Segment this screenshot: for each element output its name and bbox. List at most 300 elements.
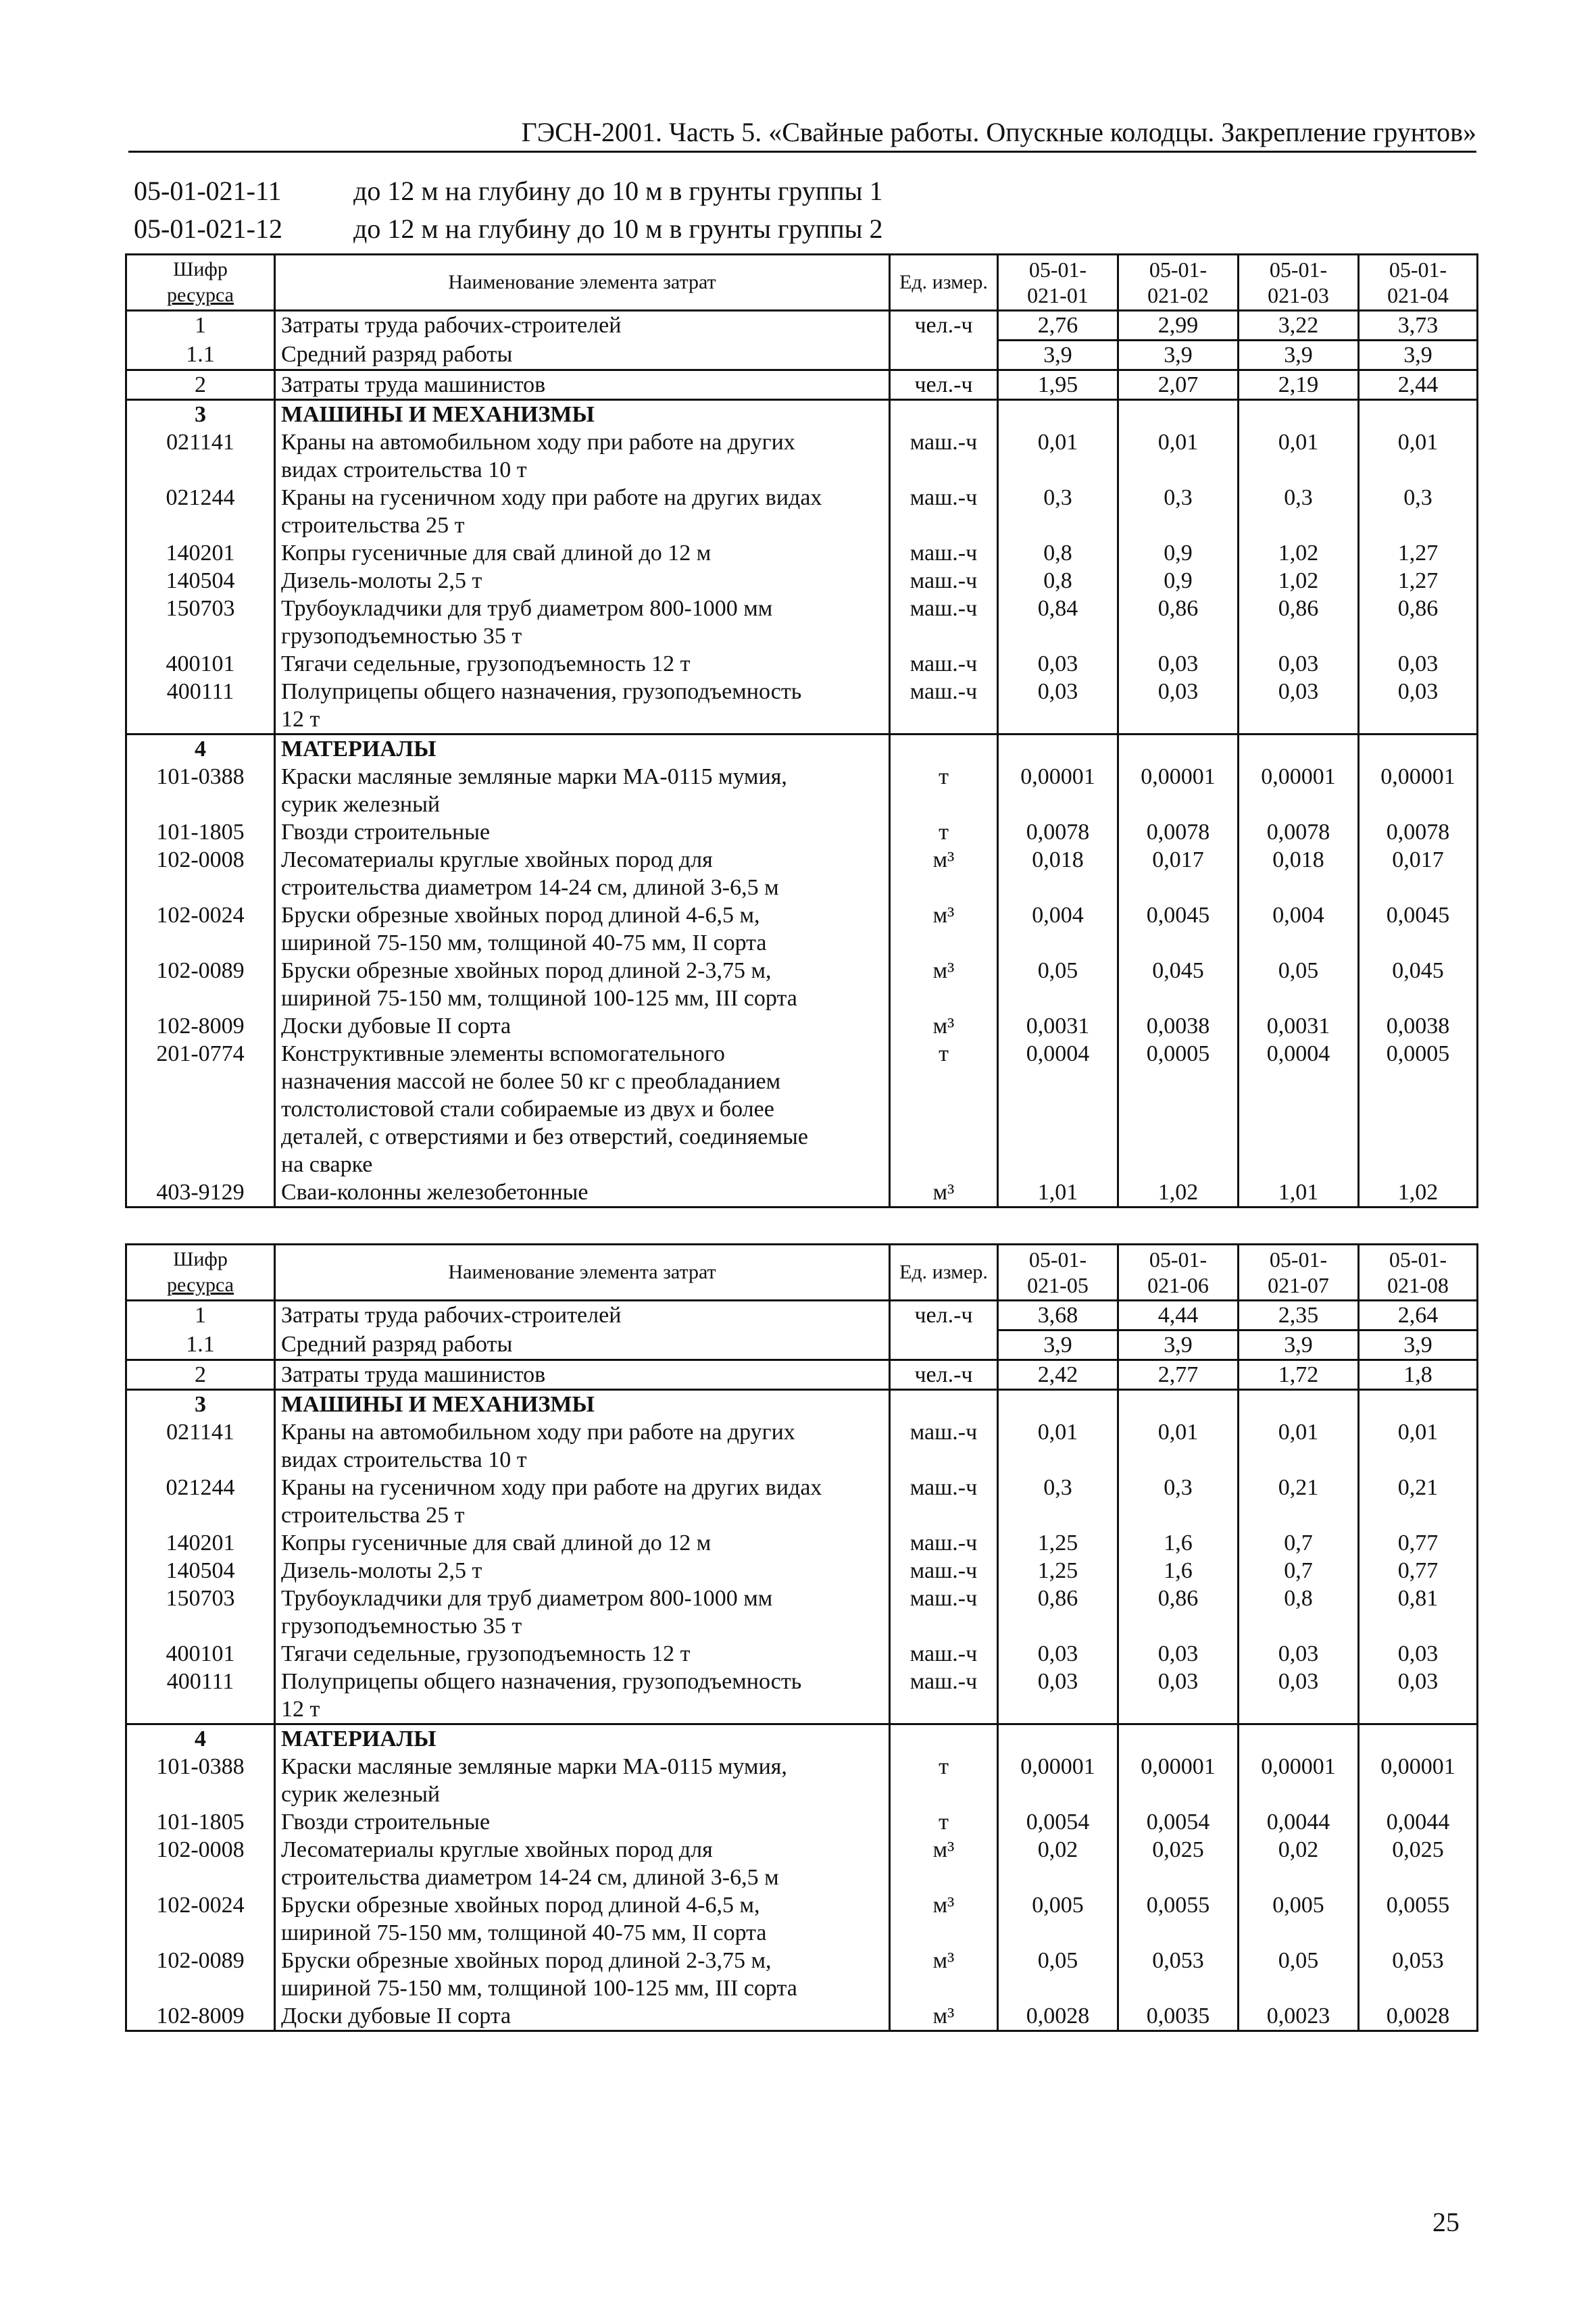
code-description: до 12 м на глубину до 10 м в грунты группы 1 — [353, 176, 883, 206]
resource-code: 102-0024 — [126, 1891, 275, 1947]
value-cell: 0,00001 — [998, 1753, 1118, 1808]
value-cell: 0,01 — [998, 1418, 1118, 1474]
value-cell: 0,3 — [1239, 484, 1359, 539]
table-row — [126, 1724, 1478, 1753]
resource-code: 021141 — [126, 428, 275, 484]
value-cell: 0,03 — [998, 650, 1118, 678]
value-cell: 0,9 — [1118, 539, 1239, 567]
value-cell: 2,64 — [1359, 1301, 1478, 1330]
code-row — [134, 172, 883, 210]
code-number: 05-01-021-11 — [134, 176, 282, 206]
unit-cell: маш.-ч — [890, 1668, 998, 1724]
value-cell: 2,76 — [998, 311, 1118, 341]
resource-name-line: Гвозди строительные — [281, 820, 491, 845]
resource-name — [275, 1474, 890, 1529]
value-cell: 2,77 — [1118, 1360, 1239, 1390]
resource-code: 140201 — [126, 539, 275, 567]
value-cell: 0,9 — [1118, 567, 1239, 595]
value-cell: 1,95 — [998, 370, 1118, 400]
resource-code: 4 — [126, 1724, 275, 1753]
resource-name — [275, 539, 890, 567]
table-row — [126, 484, 1478, 539]
value-cell: 0,84 — [998, 595, 1118, 650]
value-cell: 3,9 — [1239, 341, 1359, 370]
column-code-line1: 05-01- — [1028, 1247, 1087, 1272]
resource-name-line: деталей, с отверстиями и без отверстий, соединяемые — [281, 1124, 808, 1149]
resource-name-line: Гвозди строительные — [281, 1810, 491, 1835]
value-cell: 0,86 — [998, 1585, 1118, 1640]
value-cell: 0,00001 — [1239, 1753, 1359, 1808]
unit-cell: м³ — [890, 1947, 998, 2002]
value-cell: 0,03 — [1239, 1668, 1359, 1724]
column-code-line1: 05-01- — [1269, 257, 1328, 282]
header-name: Наименование элемента затрат — [275, 255, 890, 311]
unit-cell: маш.-ч — [890, 1529, 998, 1557]
unit-cell: маш.-ч — [890, 595, 998, 650]
table-row — [126, 763, 1478, 818]
value-cell: 0,004 — [1239, 901, 1359, 957]
unit-cell: м³ — [890, 1836, 998, 1891]
table-row — [126, 567, 1478, 595]
code-list — [134, 172, 883, 248]
table-row — [126, 1012, 1478, 1040]
table-row — [126, 735, 1478, 764]
value-cell: 3,9 — [1118, 341, 1239, 370]
table-row — [126, 818, 1478, 846]
resource-code: 403-9129 — [126, 1178, 275, 1208]
value-cell: 1,02 — [1239, 539, 1359, 567]
table-row — [126, 1947, 1478, 2002]
value-cell: 0,01 — [1118, 428, 1239, 484]
value-cell: 0,0031 — [998, 1012, 1118, 1040]
value-cell: 0,03 — [1118, 678, 1239, 735]
value-cell: 0,018 — [998, 846, 1118, 901]
value-cell: 0,8 — [998, 567, 1118, 595]
resource-name-line: назначения массой не более 50 кг с преобладанием — [281, 1069, 781, 1094]
resource-name-line: Краны на автомобильном ходу при работе на других — [281, 1420, 795, 1445]
header-column-code — [1118, 1245, 1239, 1301]
unit-cell: маш.-ч — [890, 1474, 998, 1529]
resource-code: 1.1 — [126, 341, 275, 370]
table-row — [126, 1557, 1478, 1585]
resource-name-line: сурик железный — [281, 1782, 441, 1807]
value-cell — [1118, 400, 1239, 429]
table-row — [126, 678, 1478, 735]
resource-name-line: Тягачи седельные, грузоподъемность 12 т — [281, 651, 691, 676]
value-cell: 1,01 — [998, 1178, 1118, 1208]
resource-name-line: строительства 25 т — [281, 1503, 465, 1528]
resource-table-1 — [125, 253, 1478, 1208]
header-code-line1: Шифр — [173, 258, 228, 280]
value-cell: 0,3 — [1359, 484, 1478, 539]
value-cell: 3,68 — [998, 1301, 1118, 1330]
resource-name — [275, 1330, 890, 1360]
value-cell: 0,01 — [1239, 1418, 1359, 1474]
resource-name-line: на сварке — [281, 1152, 373, 1177]
resource-name — [275, 1808, 890, 1836]
unit-cell: т — [890, 818, 998, 846]
unit-cell: маш.-ч — [890, 650, 998, 678]
value-cell: 0,03 — [998, 1640, 1118, 1668]
resource-name-line: Затраты труда машинистов — [281, 1362, 546, 1387]
table-row — [126, 1178, 1478, 1208]
value-cell: 0,7 — [1239, 1557, 1359, 1585]
resource-name-line: Бруски обрезные хвойных пород длиной 4-6,5 м, — [281, 903, 760, 928]
resource-name-line: Трубоукладчики для труб диаметром 800-1000 мм — [281, 1586, 773, 1611]
unit-cell: чел.-ч — [890, 1360, 998, 1390]
value-cell: 0,81 — [1359, 1585, 1478, 1640]
resource-name — [275, 311, 890, 341]
table-row — [126, 311, 1478, 341]
resource-name — [275, 2002, 890, 2031]
value-cell: 0,01 — [1118, 1418, 1239, 1474]
header-title: ГЭСН-2001. Часть 5. «Свайные работы. Опускные колодцы. Закрепление грунтов» — [521, 117, 1476, 147]
value-cell: 0,0028 — [998, 2002, 1118, 2031]
value-cell: 3,9 — [1239, 1330, 1359, 1360]
value-cell: 0,017 — [1359, 846, 1478, 901]
resource-name — [275, 1668, 890, 1724]
table-row — [126, 370, 1478, 400]
header-code-line1: Шифр — [173, 1248, 228, 1270]
unit-cell: чел.-ч — [890, 1301, 998, 1330]
unit-cell: м³ — [890, 1178, 998, 1208]
resource-name — [275, 567, 890, 595]
value-cell: 1,6 — [1118, 1557, 1239, 1585]
value-cell — [1118, 1390, 1239, 1419]
value-cell: 0,86 — [1118, 595, 1239, 650]
resource-name-line: Средний разряд работы — [281, 1331, 513, 1357]
value-cell: 0,03 — [1359, 1668, 1478, 1724]
resource-name-line: толстолистовой стали собираемые из двух и более — [281, 1097, 774, 1122]
resource-name-line: МАШИНЫ И МЕХАНИЗМЫ — [281, 1392, 595, 1417]
unit-cell: т — [890, 763, 998, 818]
resource-name — [275, 678, 890, 735]
unit-cell — [890, 1390, 998, 1419]
value-cell: 0,0028 — [1359, 2002, 1478, 2031]
resource-name — [275, 957, 890, 1012]
value-cell: 0,03 — [1359, 678, 1478, 735]
value-cell: 0,005 — [1239, 1891, 1359, 1947]
value-cell: 3,9 — [1359, 341, 1478, 370]
value-cell: 0,0078 — [1359, 818, 1478, 846]
resource-name-line: Лесоматериалы круглые хвойных пород для — [281, 847, 713, 872]
table-row — [126, 1301, 1478, 1330]
value-cell: 1,02 — [1239, 567, 1359, 595]
resource-name — [275, 1640, 890, 1668]
table-row — [126, 846, 1478, 901]
resource-name-line: МАШИНЫ И МЕХАНИЗМЫ — [281, 402, 595, 427]
resource-name-line: Бруски обрезные хвойных пород длиной 2-3,75 м, — [281, 1948, 772, 1973]
resource-name-line: Тягачи седельные, грузоподъемность 12 т — [281, 1641, 691, 1666]
value-cell: 1,72 — [1239, 1360, 1359, 1390]
table-row — [126, 341, 1478, 370]
resource-name — [275, 484, 890, 539]
value-cell: 2,35 — [1239, 1301, 1359, 1330]
page-number: 25 — [1432, 2207, 1460, 2237]
resource-code: 400101 — [126, 650, 275, 678]
value-cell: 0,0054 — [1118, 1808, 1239, 1836]
column-code-line1: 05-01- — [1149, 257, 1207, 282]
value-cell: 0,03 — [1239, 678, 1359, 735]
value-cell: 0,0044 — [1359, 1808, 1478, 1836]
resource-code: 021141 — [126, 1418, 275, 1474]
resource-name-line: шириной 75-150 мм, толщиной 40-75 мм, II сорта — [281, 930, 767, 955]
resource-name — [275, 1724, 890, 1753]
resource-name — [275, 1360, 890, 1390]
value-cell: 0,0038 — [1118, 1012, 1239, 1040]
value-cell: 0,0078 — [1239, 818, 1359, 846]
value-cell: 0,0038 — [1359, 1012, 1478, 1040]
resource-name — [275, 650, 890, 678]
resource-code: 3 — [126, 1390, 275, 1419]
table-body — [126, 311, 1478, 1208]
resource-code: 1 — [126, 311, 275, 341]
value-cell: 2,44 — [1359, 370, 1478, 400]
resource-code: 400111 — [126, 678, 275, 735]
resource-name-line: Бруски обрезные хвойных пород длиной 2-3,75 м, — [281, 958, 772, 983]
unit-cell: м³ — [890, 901, 998, 957]
value-cell: 3,9 — [998, 341, 1118, 370]
unit-cell: м³ — [890, 2002, 998, 2031]
resource-name-line: Копры гусеничные для свай длиной до 12 м — [281, 1530, 712, 1555]
value-cell: 0,05 — [998, 957, 1118, 1012]
resource-name-line: шириной 75-150 мм, толщиной 100-125 мм, III сорта — [281, 1976, 797, 2001]
value-cell — [998, 1724, 1118, 1753]
value-cell — [998, 400, 1118, 429]
resource-code: 140504 — [126, 1557, 275, 1585]
value-cell: 2,07 — [1118, 370, 1239, 400]
resource-name-line: Полуприцепы общего назначения, грузоподъемность — [281, 679, 802, 704]
value-cell: 0,03 — [1239, 650, 1359, 678]
value-cell: 0,0005 — [1359, 1040, 1478, 1178]
value-cell — [1359, 1390, 1478, 1419]
resource-name — [275, 1040, 890, 1178]
value-cell: 1,8 — [1359, 1360, 1478, 1390]
value-cell — [1359, 735, 1478, 764]
column-code-line2: 021-05 — [1027, 1273, 1089, 1297]
unit-cell: маш.-ч — [890, 539, 998, 567]
value-cell: 0,05 — [1239, 957, 1359, 1012]
resource-name — [275, 763, 890, 818]
header-code-line2: ресурса — [167, 1274, 234, 1296]
resource-name — [275, 818, 890, 846]
header-name: Наименование элемента затрат — [275, 1245, 890, 1301]
table-row — [126, 1753, 1478, 1808]
value-cell — [1239, 1390, 1359, 1419]
value-cell: 0,053 — [1118, 1947, 1239, 2002]
value-cell: 0,0005 — [1118, 1040, 1239, 1178]
header-column-code — [1239, 255, 1359, 311]
resource-code: 2 — [126, 1360, 275, 1390]
value-cell: 0,03 — [1359, 1640, 1478, 1668]
resource-code: 102-8009 — [126, 2002, 275, 2031]
value-cell: 0,018 — [1239, 846, 1359, 901]
unit-cell — [890, 1724, 998, 1753]
header-column-code — [1359, 255, 1478, 311]
value-cell: 1,02 — [1118, 1178, 1239, 1208]
column-code-line1: 05-01- — [1269, 1247, 1328, 1272]
resource-name-line: Затраты труда машинистов — [281, 372, 546, 397]
value-cell: 4,44 — [1118, 1301, 1239, 1330]
unit-cell: м³ — [890, 1012, 998, 1040]
value-cell — [1239, 400, 1359, 429]
unit-cell: т — [890, 1808, 998, 1836]
resource-name-line: МАТЕРИАЛЫ — [281, 1726, 437, 1751]
resource-name-line: сурик железный — [281, 792, 441, 817]
unit-cell: м³ — [890, 957, 998, 1012]
resource-name-line: Копры гусеничные для свай длиной до 12 м — [281, 541, 712, 566]
resource-code: 150703 — [126, 1585, 275, 1640]
header-row — [126, 255, 1478, 311]
unit-cell: маш.-ч — [890, 428, 998, 484]
value-cell: 0,0055 — [1359, 1891, 1478, 1947]
resource-code: 102-8009 — [126, 1012, 275, 1040]
value-cell: 0,025 — [1118, 1836, 1239, 1891]
resource-name-line: строительства 25 т — [281, 513, 465, 538]
header-code — [126, 255, 275, 311]
value-cell: 1,01 — [1239, 1178, 1359, 1208]
resource-name-line: Трубоукладчики для труб диаметром 800-1000 мм — [281, 596, 773, 621]
resource-code: 101-0388 — [126, 763, 275, 818]
value-cell: 0,03 — [1239, 1640, 1359, 1668]
value-cell: 0,02 — [998, 1836, 1118, 1891]
resource-code: 201-0774 — [126, 1040, 275, 1178]
resource-code: 140201 — [126, 1529, 275, 1557]
value-cell: 0,77 — [1359, 1557, 1478, 1585]
table-row — [126, 1529, 1478, 1557]
value-cell: 0,0078 — [1118, 818, 1239, 846]
table-row — [126, 1668, 1478, 1724]
value-cell: 0,05 — [1239, 1947, 1359, 2002]
value-cell — [1118, 735, 1239, 764]
value-cell: 0,3 — [998, 1474, 1118, 1529]
code-description: до 12 м на глубину до 10 м в грунты группы 2 — [353, 214, 883, 244]
value-cell: 0,21 — [1239, 1474, 1359, 1529]
resource-name — [275, 1301, 890, 1330]
header-code — [126, 1245, 275, 1301]
resource-name — [275, 1390, 890, 1419]
value-cell: 0,86 — [1239, 595, 1359, 650]
resource-name-line: Доски дубовые II сорта — [281, 1014, 512, 1039]
table-row — [126, 1585, 1478, 1640]
value-cell: 1,27 — [1359, 539, 1478, 567]
value-cell: 2,99 — [1118, 311, 1239, 341]
table-header — [126, 1245, 1478, 1301]
resource-code: 021244 — [126, 484, 275, 539]
resource-name — [275, 1836, 890, 1891]
resource-name-line: 12 т — [281, 707, 320, 732]
value-cell: 2,19 — [1239, 370, 1359, 400]
value-cell: 0,01 — [1359, 428, 1478, 484]
value-cell: 0,053 — [1359, 1947, 1478, 2002]
resource-name — [275, 1891, 890, 1947]
header-unit: Ед. измер. — [890, 255, 998, 311]
resource-code: 140504 — [126, 567, 275, 595]
resource-name-line: Дизель-молоты 2,5 т — [281, 1558, 482, 1583]
resource-name-line: Затраты труда рабочих-строителей — [281, 1303, 622, 1328]
column-code-line2: 021-06 — [1147, 1273, 1209, 1297]
table-row — [126, 1040, 1478, 1178]
unit-cell — [890, 735, 998, 764]
unit-cell — [890, 400, 998, 429]
table-body — [126, 1301, 1478, 2031]
unit-cell: т — [890, 1040, 998, 1178]
value-cell: 0,3 — [1118, 1474, 1239, 1529]
value-cell: 0,05 — [998, 1947, 1118, 2002]
column-code-line2: 021-03 — [1268, 283, 1329, 307]
unit-cell: м³ — [890, 1891, 998, 1947]
resource-code: 3 — [126, 400, 275, 429]
column-code-line2: 021-08 — [1387, 1273, 1449, 1297]
value-cell: 0,03 — [998, 678, 1118, 735]
resource-name-line: Лесоматериалы круглые хвойных пород для — [281, 1837, 713, 1862]
resource-name-line: Полуприцепы общего назначения, грузоподъемность — [281, 1669, 802, 1694]
header-column-code — [1239, 1245, 1359, 1301]
value-cell — [1239, 1724, 1359, 1753]
value-cell: 0,86 — [1118, 1585, 1239, 1640]
resource-name — [275, 1529, 890, 1557]
resource-code: 400101 — [126, 1640, 275, 1668]
unit-cell: маш.-ч — [890, 567, 998, 595]
value-cell — [998, 735, 1118, 764]
resource-name-line: видах строительства 10 т — [281, 457, 527, 482]
value-cell: 0,0045 — [1118, 901, 1239, 957]
resource-name — [275, 1585, 890, 1640]
value-cell — [1118, 1724, 1239, 1753]
code-number: 05-01-021-12 — [134, 214, 282, 244]
resource-name-line: Затраты труда рабочих-строителей — [281, 313, 622, 338]
resource-code: 021244 — [126, 1474, 275, 1529]
table-row — [126, 400, 1478, 429]
resource-name — [275, 735, 890, 764]
resource-code: 102-0089 — [126, 1947, 275, 2002]
value-cell: 0,0054 — [998, 1808, 1118, 1836]
value-cell: 0,00001 — [1118, 763, 1239, 818]
resource-name — [275, 1557, 890, 1585]
resource-name-line: грузоподъемностью 35 т — [281, 1614, 522, 1639]
table-row — [126, 595, 1478, 650]
unit-cell: маш.-ч — [890, 484, 998, 539]
resource-code: 101-1805 — [126, 818, 275, 846]
table-row — [126, 1640, 1478, 1668]
resource-name-line: 12 т — [281, 1697, 320, 1722]
value-cell — [1239, 735, 1359, 764]
table-row — [126, 1891, 1478, 1947]
resource-name-line: строительства диаметром 14-24 см, длиной 3-6,5 м — [281, 875, 779, 900]
column-code-line1: 05-01- — [1149, 1247, 1207, 1272]
value-cell: 0,21 — [1359, 1474, 1478, 1529]
header-column-code — [998, 1245, 1118, 1301]
value-cell: 0,00001 — [1239, 763, 1359, 818]
value-cell: 0,3 — [998, 484, 1118, 539]
value-cell: 0,00001 — [1359, 763, 1478, 818]
table-row — [126, 650, 1478, 678]
page-header — [128, 115, 1476, 153]
value-cell: 0,86 — [1359, 595, 1478, 650]
unit-cell: маш.-ч — [890, 1585, 998, 1640]
value-cell — [998, 1390, 1118, 1419]
resource-name — [275, 595, 890, 650]
value-cell: 0,03 — [998, 1668, 1118, 1724]
resource-code: 102-0089 — [126, 957, 275, 1012]
resource-name-line: грузоподъемностью 35 т — [281, 624, 522, 649]
value-cell: 0,0045 — [1359, 901, 1478, 957]
resource-code: 1.1 — [126, 1330, 275, 1360]
value-cell: 0,0055 — [1118, 1891, 1239, 1947]
value-cell: 3,73 — [1359, 311, 1478, 341]
value-cell: 0,03 — [1118, 1640, 1239, 1668]
resource-name-line: видах строительства 10 т — [281, 1447, 527, 1472]
